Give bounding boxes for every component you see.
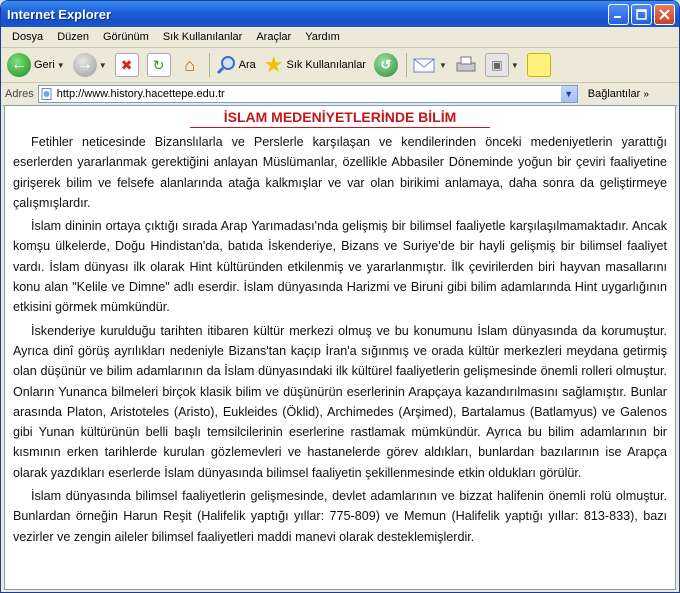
minimize-button[interactable] bbox=[608, 4, 629, 25]
paragraph: İslam dininin ortaya çıktığı sırada Arap Yarımadası'nda gelişmiş bir bilimsel faaliyetle karşılaşılmamaktadır. Ancak komşu ülkelerde, Doğu Hindistan'da, batıda İskenderiye, Bizans ve Suriye'de bir hayli gelişmiş bir bilimsel faaliyet vardı. İslam dünyası ilk olarak Hint kültüründen etkilenmiş ve yararlanmıştır. İlk çevirilerden biri hayvan masallarını konu alan "Kelile ve Dimne" adlı eserdir. İslam dünyasında Harizmi ve Biruni gibi bilim adamlarında Hint uygarlığının etkisini görmek mümkündür. bbox=[13, 219, 667, 315]
paragraph: İskenderiye kurulduğu tarihten itibaren kültür merkezi olmuş ve bu konumunu İslam dünyasında da korumuştur. Ayrıca dinî görüş ayrılıkları nedeniyle Bizans'tan kaçıp İran'a sığınmış ve orada kültür merkezleri meydana getirmiş olan düşünür ve bilim adamlarının da İslam dünyasındaki ilk kültürel faaliyetlerin gelişmesinde önemli rolleri olmuştur. Onların Yunanca bilmeleri birçok klasik bilim ve düşünürün eserlerinin Arapçaya kazandırılmasını sağlamıştır. Bunlar arasında Platon, Aristoteles (Aristo), Eukleides (Öklid), Archimedes (Arşimed), Bartalamus (Batlamyus) ve Galenos gibi Yunan kültürünün belli başlı temsilcilerinin eserlerine rastlamak mümkündür. Ayrıca bu bilim adamlarının bir kısmının erken tarihlerde kurulan gözlemevleri ve hastanelerde görev aldıkları, bunlardan bazılarının ise Arapça olarak yazdıkları eserlerde İslam dünyasında bilimsel faaliyetin şekillenmesinde etkin oldukları görülür. bbox=[13, 323, 667, 480]
search-button[interactable] bbox=[216, 55, 256, 75]
maximize-button[interactable] bbox=[631, 4, 652, 25]
minimize-icon bbox=[614, 10, 623, 19]
title-bar[interactable] bbox=[1, 1, 679, 27]
stop-icon: ✖ bbox=[115, 53, 139, 77]
toolbar-separator bbox=[406, 53, 407, 77]
back-label: Geri bbox=[34, 59, 55, 71]
menu-item-dosya[interactable]: Dosya bbox=[12, 31, 44, 43]
search-label: Ara bbox=[238, 59, 256, 71]
toolbar-separator bbox=[209, 53, 210, 77]
address-bar bbox=[1, 83, 679, 106]
stop-button[interactable] bbox=[115, 53, 139, 77]
edit-icon: ▣ bbox=[485, 53, 509, 77]
print-button[interactable] bbox=[455, 55, 477, 75]
refresh-button[interactable] bbox=[147, 53, 171, 77]
page-icon bbox=[41, 88, 53, 100]
edit-dropdown-icon[interactable]: ▼ bbox=[510, 60, 519, 70]
title-underline bbox=[190, 127, 490, 128]
home-icon: ⌂ bbox=[184, 54, 196, 75]
print-icon bbox=[455, 55, 477, 75]
window-title: Internet Explorer bbox=[7, 6, 112, 22]
menu-item-sik-kullanilanlar[interactable]: Sık Kullanılanlar bbox=[162, 31, 243, 43]
forward-dropdown-icon[interactable]: ▼ bbox=[98, 60, 107, 70]
back-arrow-icon: ← bbox=[7, 53, 31, 77]
menu-item-araclar[interactable]: Araçlar bbox=[256, 31, 292, 43]
links-label: Bağlantılar bbox=[587, 88, 641, 100]
back-dropdown-icon[interactable]: ▼ bbox=[56, 60, 65, 70]
close-button[interactable] bbox=[654, 4, 675, 25]
menu-item-gorunum[interactable]: Görünüm bbox=[102, 31, 149, 43]
history-button[interactable] bbox=[374, 53, 398, 77]
edit-button[interactable] bbox=[485, 53, 519, 77]
search-icon bbox=[216, 55, 236, 75]
favorites-button[interactable] bbox=[264, 54, 366, 76]
history-icon: ↺ bbox=[374, 53, 398, 77]
home-button[interactable] bbox=[179, 54, 201, 76]
mail-button[interactable] bbox=[413, 55, 447, 75]
refresh-icon: ↻ bbox=[147, 53, 171, 77]
menu-item-duzen[interactable]: Düzen bbox=[57, 31, 89, 43]
forward-arrow-icon: → bbox=[73, 53, 97, 77]
page-content bbox=[4, 105, 676, 590]
paragraph: İslam dünyasında bilimsel faaliyetlerin gelişmesinde, devlet adamlarının ve bizzat halifenin önemli rolü olmuştur. Bunlardan örneğin Harun Reşit (Halifelik yaptığı yıllar: 775-809) ve Memun (Halifelik yaptığı yıllar: 813-833), bazı vezirler ve zengin aileler bilimsel faaliyetleri maddi manevi olarak desteklemişlerdir. bbox=[13, 489, 667, 544]
close-icon bbox=[659, 9, 670, 20]
window-controls bbox=[608, 4, 675, 25]
links-button[interactable] bbox=[588, 88, 649, 100]
address-dropdown-icon[interactable]: ▼ bbox=[561, 86, 577, 102]
mail-icon bbox=[413, 55, 437, 75]
back-button[interactable] bbox=[7, 53, 65, 77]
favorites-star-icon: ★ bbox=[263, 52, 284, 77]
page-title: İSLAM MEDENİYETLERİNDE BİLİM bbox=[223, 109, 457, 125]
favorites-label: Sık Kullanılanlar bbox=[286, 59, 366, 71]
sticky-note-icon bbox=[527, 53, 551, 77]
toolbar bbox=[1, 48, 679, 83]
address-input[interactable] bbox=[38, 85, 578, 103]
mail-dropdown-icon[interactable]: ▼ bbox=[438, 60, 447, 70]
links-chevron-icon: » bbox=[643, 88, 649, 100]
maximize-icon bbox=[636, 9, 647, 20]
note-button[interactable] bbox=[527, 53, 551, 77]
forward-button[interactable] bbox=[73, 53, 107, 77]
menu-bar bbox=[1, 27, 679, 48]
address-url: http://www.history.hacettepe.edu.tr bbox=[56, 88, 225, 100]
menu-item-yardim[interactable]: Yardım bbox=[305, 31, 340, 43]
paragraph: Fetihler neticesinde Bizanslılarla ve Perslerle karşılaşan ve kendilerinden önceki medeniyetlerin yarattığı eserlerden yararlanmak gerektiğini anlayan Müslümanlar, özellikle Abbasiler Döneminde yoğun bir çeviri faaliyetine girişerek bilim ve felsefe alanlarında atağa kalkmışlar ve var olan birikimi anlamaya, daha sonra da geliştirmeye çalışmışlardır. bbox=[13, 135, 667, 210]
address-label: Adres bbox=[5, 88, 34, 100]
